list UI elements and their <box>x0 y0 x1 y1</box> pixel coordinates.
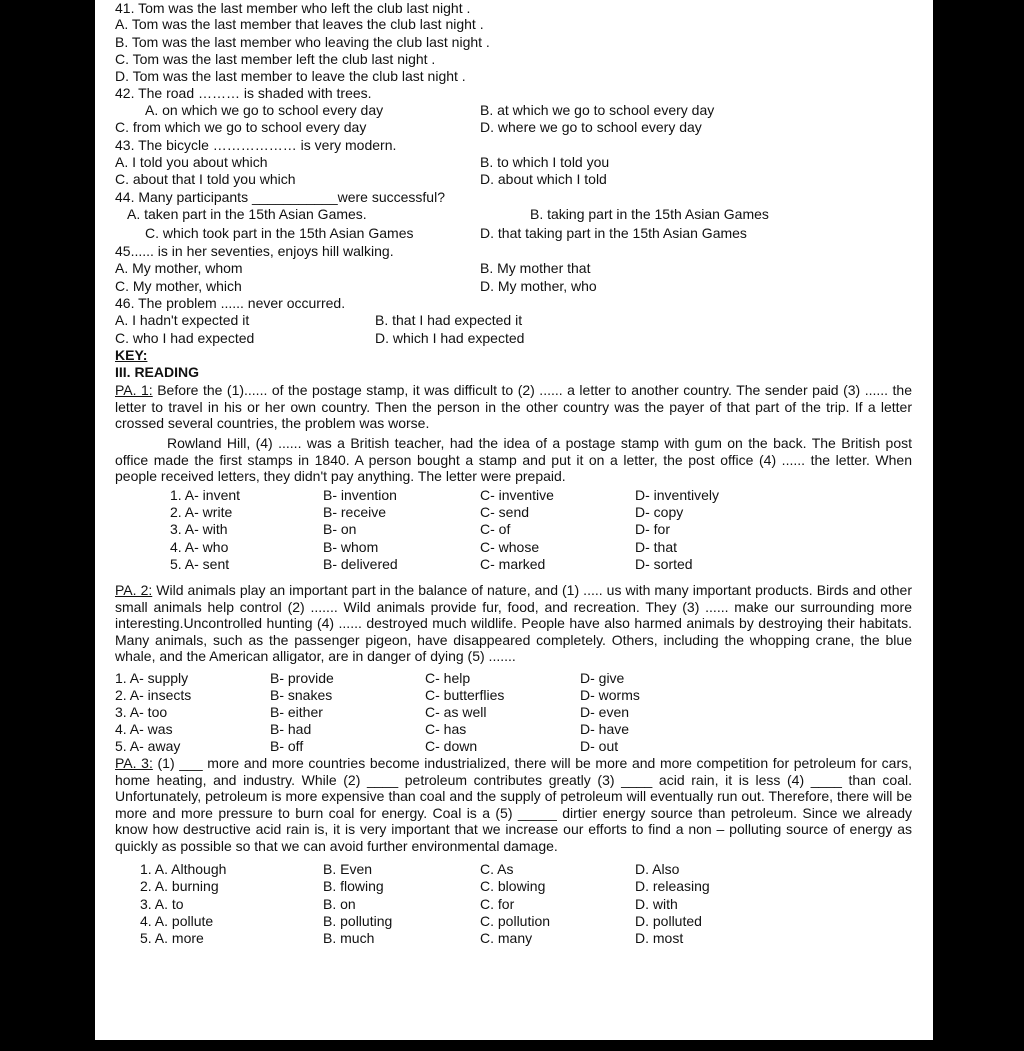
option-b: B. to which I told you <box>480 154 610 170</box>
question-stem: 44. Many participants ___________were successful? <box>115 189 445 205</box>
choice: B. flowing <box>323 878 384 894</box>
choice: 3. A- with <box>170 521 228 537</box>
choice: C- send <box>480 504 530 520</box>
choice: 2. A. burning <box>140 878 219 894</box>
option-d: D. that taking part in the 15th Asian Games <box>480 225 747 241</box>
choice: B- whom <box>323 539 379 555</box>
option-d: D. where we go to school every day <box>480 119 702 135</box>
question-stem: 41. Tom was the last member who left the club last night . <box>115 0 471 16</box>
choice: D- that <box>635 539 678 555</box>
choice: D- for <box>635 521 670 537</box>
choice: D- sorted <box>635 556 693 572</box>
choice: C. As <box>480 861 514 877</box>
choice: 1. A- supply <box>115 670 189 686</box>
choice: D- copy <box>635 504 684 520</box>
choice: B- provide <box>270 670 334 686</box>
option-b: B. at which we go to school every day <box>480 102 715 118</box>
choice: 1. A. Although <box>140 861 227 877</box>
choice: D. with <box>635 896 678 912</box>
choice: D- worms <box>580 687 640 703</box>
choice: D. Also <box>635 861 680 877</box>
option-d: D. My mother, who <box>480 278 597 294</box>
choice: 4. A- who <box>170 539 229 555</box>
choice: 5. A- away <box>115 738 181 754</box>
choice: 2. A- write <box>170 504 233 520</box>
choice: 5. A- sent <box>170 556 230 572</box>
choice: B- off <box>270 738 304 754</box>
option-c: C. which took part in the 15th Asian Games <box>145 225 414 241</box>
choice: B- delivered <box>323 556 398 572</box>
question-stem: 43. The bicycle ……………… is very modern. <box>115 137 397 153</box>
choice: B. Even <box>323 861 373 877</box>
choice: B. much <box>323 930 375 946</box>
choice: D- inventively <box>635 487 720 503</box>
choice: C- down <box>425 738 478 754</box>
choice: D- give <box>580 670 625 686</box>
choice: C- whose <box>480 539 540 555</box>
choice: C. blowing <box>480 878 546 894</box>
choice: D- even <box>580 704 630 720</box>
passage-label: PA. 3: <box>115 755 153 771</box>
choice: 3. A- too <box>115 704 168 720</box>
option-b: B. taking part in the 15th Asian Games <box>530 206 769 222</box>
choice: C- of <box>480 521 511 537</box>
choice: B- snakes <box>270 687 333 703</box>
choice: 4. A. pollute <box>140 913 214 929</box>
choice: 2. A- insects <box>115 687 192 703</box>
option-c: C. Tom was the last member left the club last night . <box>115 51 436 67</box>
question-stem: 45...... is in her seventies, enjoys hill walking. <box>115 243 394 259</box>
choice: B- had <box>270 721 312 737</box>
choice: B- invention <box>323 487 397 503</box>
option-a: A. Tom was the last member that leaves the club last night . <box>115 16 484 32</box>
choice: B. on <box>323 896 356 912</box>
choice: B. polluting <box>323 913 393 929</box>
option-c: C. from which we go to school every day <box>115 119 367 135</box>
option-d: D. about which I told <box>480 171 607 187</box>
option-c: C. My mother, which <box>115 278 242 294</box>
passage-2-paragraph: PA. 2: Wild animals play an important part in the balance of nature, and (1) ..... us with many important products. Birds and other small animals help control (2) ....... Wild animals provide fur, food, and recreation. They (3) ...... make our surrounding more interesting.Uncontrolled hunting (4) ...... destroyed much wildlife. People have also harmed animals by destroying their habitats. Many animals, such as the passenger pigeon, have disappeared completely. Others, including the whopping crane, the blue whale, and the American alligator, are in danger of dying (5) ....... <box>115 582 912 664</box>
question-stem: 46. The problem ...... never occurred. <box>115 295 346 311</box>
choice: 3. A. to <box>140 896 184 912</box>
option-b: B. that I had expected it <box>375 312 523 328</box>
option-a: A. on which we go to school every day <box>145 102 384 118</box>
option-b: B. My mother that <box>480 260 591 276</box>
choice: 4. A- was <box>115 721 173 737</box>
section-title: III. READING <box>115 364 200 380</box>
choice: D. polluted <box>635 913 702 929</box>
choice: D. releasing <box>635 878 710 894</box>
choice: C- as well <box>425 704 487 720</box>
choice: B- on <box>323 521 357 537</box>
key-heading: KEY: <box>115 347 148 363</box>
choice: C- help <box>425 670 471 686</box>
choice: B- receive <box>323 504 387 520</box>
choice: D. most <box>635 930 684 946</box>
passage-1-paragraph-2: Rowland Hill, (4) ...... was a British teacher, had the idea of a postage stamp with gum on the back. The British post office made the first stamps in 1840. A person bought a stamp and put it on a letter, the post office (4) ...... the letter. When people received letters, they didn't pay anything. The letter were prepaid. <box>115 435 912 484</box>
passage-label: PA. 1: <box>115 382 153 398</box>
choice: 5. A. more <box>140 930 204 946</box>
document-page <box>95 0 933 1040</box>
passage-3-paragraph: PA. 3: (1) ___ more and more countries become industrialized, there will be more and more competition for petroleum for cars, home heating, and industry. While (2) ____ petroleum contributes greatly (3) ____ acid rain, it is less (4) ____ than coal. Unfortunately, petroleum is more expensive than coal and the supply of petroleum will eventually run out. Therefore, there will be more and more pressure to burn coal for energy. Coal is a (5) _____ dirtier energy source than petroleum. Since we already know how destructive acid rain is, it is very important that we increase our efforts to find a non – polluting source of energy as quickly as possible so that we can avoid further environmental damage. <box>115 755 912 854</box>
option-a: A. I hadn't expected it <box>115 312 250 328</box>
choice: C- butterflies <box>425 687 505 703</box>
option-a: A. I told you about which <box>115 154 268 170</box>
choice: D- have <box>580 721 630 737</box>
choice: D- out <box>580 738 619 754</box>
option-a: A. taken part in the 15th Asian Games. <box>127 206 367 222</box>
option-c: C. about that I told you which <box>115 171 296 187</box>
option-a: A. My mother, whom <box>115 260 243 276</box>
choice: C- marked <box>480 556 546 572</box>
choice: C- inventive <box>480 487 554 503</box>
choice: C. many <box>480 930 533 946</box>
choice: C. pollution <box>480 913 551 929</box>
option-b: B. Tom was the last member who leaving the club last night . <box>115 34 490 50</box>
choice: 1. A- invent <box>170 487 241 503</box>
passage-1-paragraph-1: PA. 1: Before the (1)...... of the postage stamp, it was difficult to (2) ...... a letter to another country. The sender paid (3) ...... the letter to travel in his or her own country. Then the person in the other country was the payer of that part of the trip. If a letter crossed several countries, the problem was worse. <box>115 382 912 431</box>
option-c: C. who I had expected <box>115 330 255 346</box>
passage-label: PA. 2: <box>115 582 153 598</box>
question-stem: 42. The road ……… is shaded with trees. <box>115 85 372 101</box>
choice: B- either <box>270 704 323 720</box>
option-d: D. which I had expected <box>375 330 525 346</box>
choice: C. for <box>480 896 515 912</box>
option-d: D. Tom was the last member to leave the club last night . <box>115 68 466 84</box>
choice: C- has <box>425 721 467 737</box>
